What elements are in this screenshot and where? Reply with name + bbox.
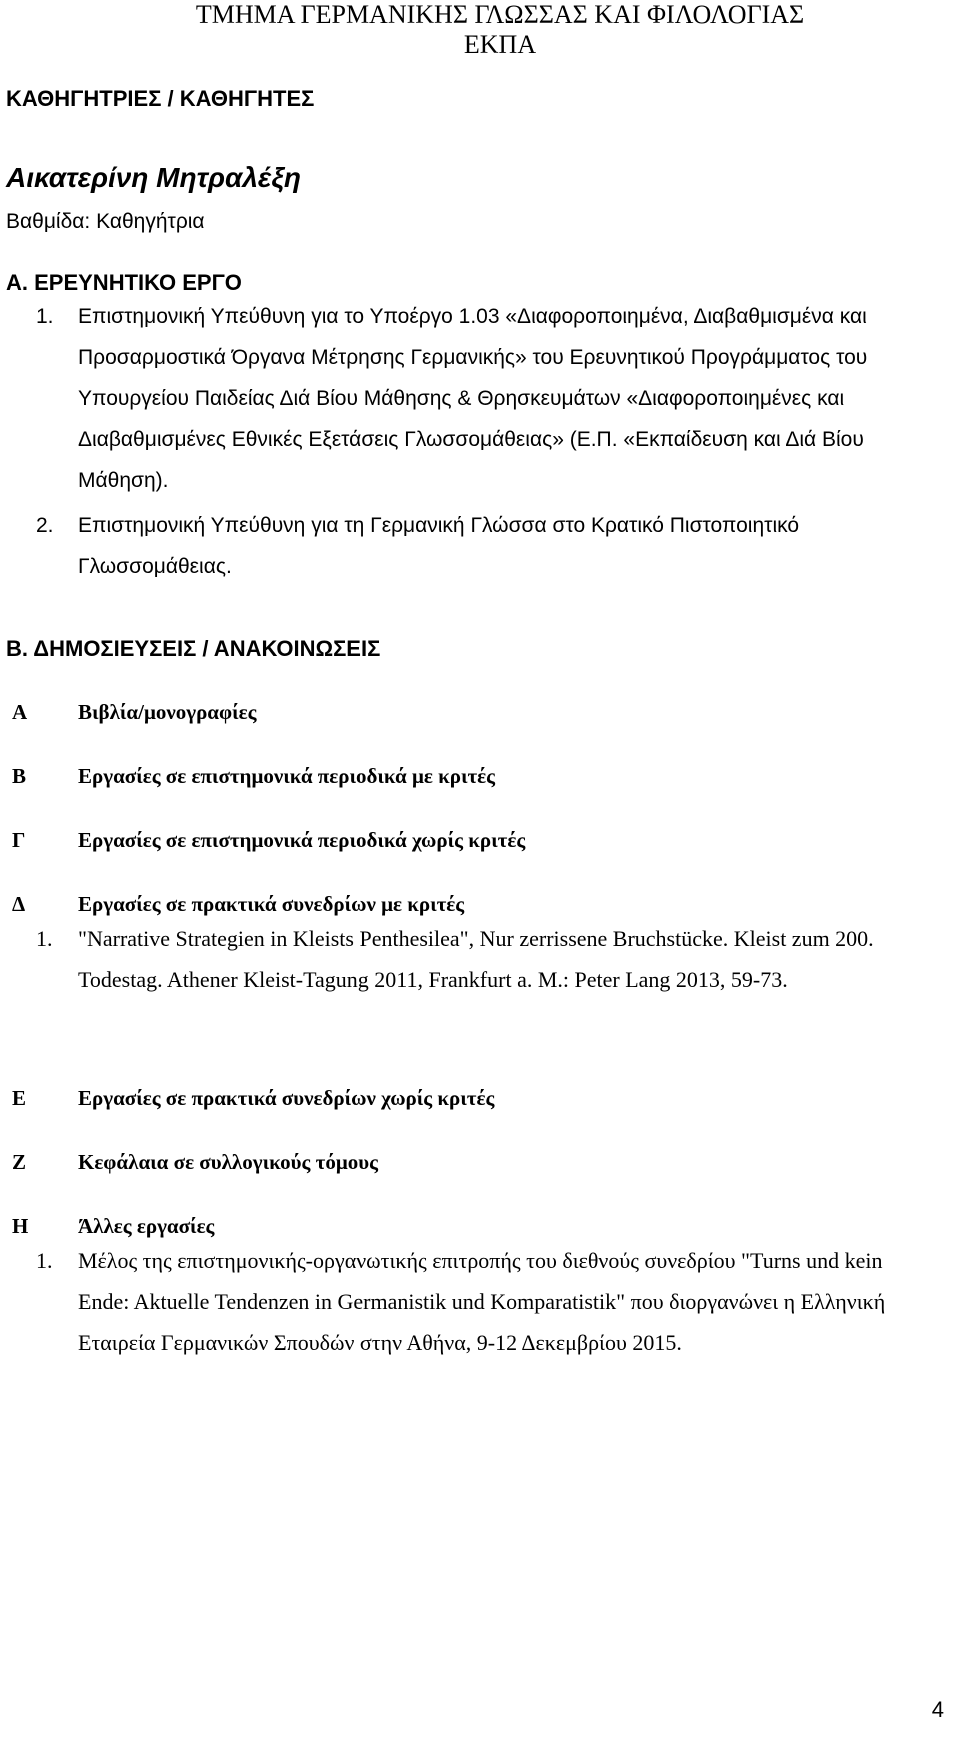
- research-item: [36, 505, 936, 587]
- department-name: ΤΜΗΜΑ ΓΕΡΜΑΝΙΚΗΣ ΓΛΩΣΣΑΣ ΚΑΙ ΦΙΛΟΛΟΓΙΑΣ: [195, 0, 805, 29]
- page-header: [150, 0, 850, 60]
- category-letter: Δ: [12, 892, 26, 916]
- research-item-number: 2.: [36, 514, 54, 537]
- category-title: Εργασίες σε επιστημονικά περιοδικά με κριτές: [78, 764, 495, 788]
- category-letter: Β: [12, 764, 27, 788]
- research-item-text: Επιστημονική Υπεύθυνη για το Υποέργο 1.03 «Διαφοροποιημένα, Διαβαθμισμένα και Προσαρμοστικά Όργανα Μέτρησης Γερμανικής» του Ερευνητικού Προγράμματος του Υπουργείου Παιδείας Διά Βίου Μάθησης & Θρησκευμάτων «Διαφοροποιημένες και Διαβαθμισμένες Εθνικές Εξετάσεις Γλωσσομάθειας» (Ε.Π. «Εκπαίδευση και Διά Βίου Μάθηση).: [78, 305, 868, 492]
- publication-entry: [36, 1240, 926, 1363]
- entry-number: 1.: [36, 926, 53, 951]
- research-item-text: Επιστημονική Υπεύθυνη για τη Γερμανική Γλώσσα στο Κρατικό Πιστοποιητικό Γλωσσομάθειας.: [78, 514, 800, 578]
- category-title: Εργασίες σε πρακτικά συνεδρίων με κριτές: [78, 892, 465, 916]
- person-name: Αικατερίνη Μητραλέξη: [6, 162, 302, 193]
- publications-heading: Β. ΔΗΜΟΣΙΕΥΣΕΙΣ / ΑΝΑΚΟΙΝΩΣΕΙΣ: [6, 636, 381, 661]
- category-letter: Ζ: [12, 1150, 27, 1174]
- faculty-heading: ΚΑΘΗΓΗΤΡΙΕΣ / ΚΑΘΗΓΗΤΕΣ: [6, 86, 315, 111]
- category-title: Άλλες εργασίες: [78, 1214, 215, 1238]
- publication-entry: [36, 918, 926, 1000]
- university-name: ΕΚΠΑ: [463, 30, 537, 59]
- research-list: [36, 296, 936, 591]
- research-heading: Α. ΕΡΕΥΝΗΤΙΚΟ ΕΡΓΟ: [6, 270, 242, 295]
- category-title: Εργασίες σε πρακτικά συνεδρίων χωρίς κριτές: [78, 1086, 495, 1110]
- category-letter: Γ: [12, 828, 26, 852]
- research-item-number: 1.: [36, 305, 54, 328]
- page-number: 4: [931, 1697, 944, 1722]
- category-title: Εργασίες σε επιστημονικά περιοδικά χωρίς κριτές: [78, 828, 526, 852]
- category-letter: Η: [12, 1214, 29, 1238]
- research-item: [36, 296, 936, 501]
- entry-text: Μέλος της επιστημονικής-οργανωτικής επιτροπής του διεθνούς συνεδρίου "Turns und kein Ende: Aktuelle Tendenzen in Germanistik und Komparatistik" που διοργανώνει η Ελληνική Εταιρεία Γερμανικών Σπουδών στην Αθήνα, 9-12 Δεκεμβρίου 2015.: [78, 1248, 886, 1355]
- entry-text: "Narrative Strategien in Kleists Penthesilea", Nur zerrissene Bruchstücke. Kleist zum 200. Todestag. Athener Kleist-Tagung 2011, Frankfurt a. M.: Peter Lang 2013, 59-73.: [78, 926, 874, 992]
- category-title: Βιβλία/μονογραφίες: [78, 700, 257, 724]
- entry-number: 1.: [36, 1248, 53, 1273]
- category-letter: Ε: [12, 1086, 27, 1110]
- category-letter: Α: [12, 700, 28, 724]
- category-title: Κεφάλαια σε συλλογικούς τόμους: [78, 1150, 378, 1174]
- person-rank: Βαθμίδα: Καθηγήτρια: [6, 210, 205, 233]
